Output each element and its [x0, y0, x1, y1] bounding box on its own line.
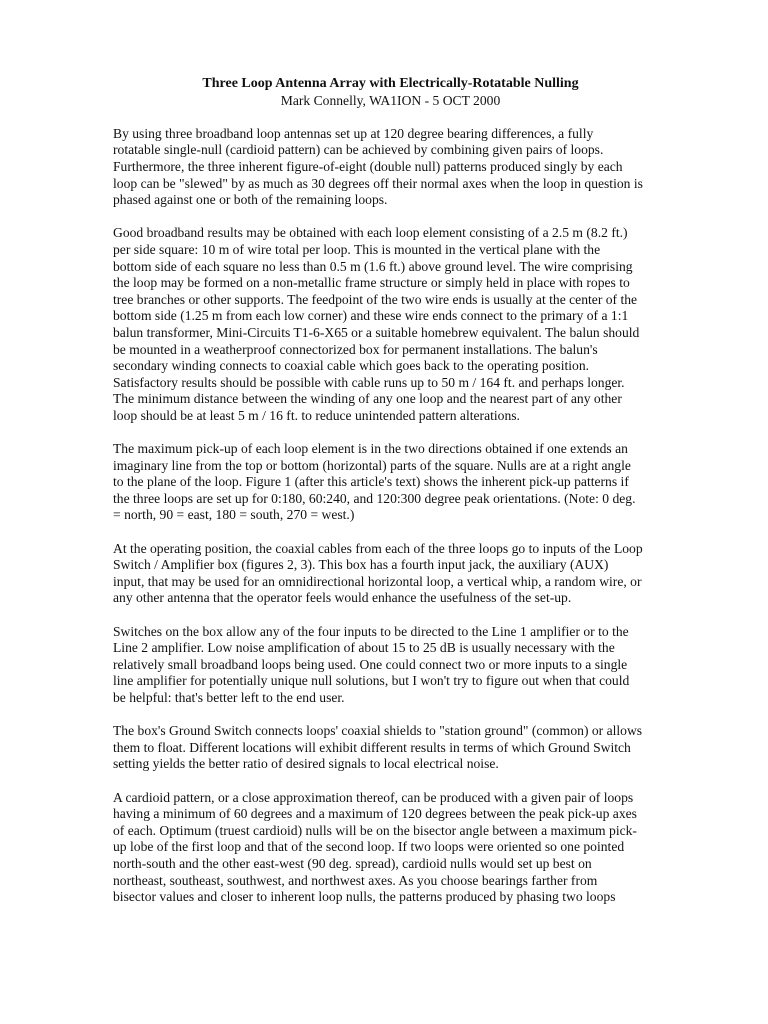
- paragraph-pickup-pattern: The maximum pick-up of each loop element is in the two directions obtained if one extends an imaginary line from the top or bottom (horizontal) parts of the square. Nulls are at a right angle to the plane of the loop. Figure 1 (after this article's text) shows the inherent pick-up patterns if the three loops are set up for 0:180, 60:240, and 120:300 degree peak orientations. (Note: 0 deg. = north, 90 = east, 180 = south, 270 = west.): [113, 441, 636, 523]
- paragraph-ground-switch: The box's Ground Switch connects loops' coaxial shields to "station ground" (common) or allows them to float. Different locations will exhibit different results in terms of which Ground Switch setting yields the better ratio of desired signals to local electrical noise.: [113, 723, 643, 772]
- paragraph-switches: Switches on the box allow any of the four inputs to be directed to the Line 1 amplifier or to the Line 2 amplifier. Low noise amplification of about 15 to 25 dB is usually necessary with the relatively small broadband loops being used. One could connect two or more inputs to a single line amplifier for potentially unique null solutions, but I won't try to figure out when that could be helpful: that's better left to the end user.: [113, 623, 630, 705]
- paragraph-intro: By using three broadband loop antennas set up at 120 degree bearing differences, a fully rotatable single-null (cardioid pattern) can be achieved by combining given pairs of loops. Furthermore, the three inherent figure-of-eight (double null) patterns produced singly by each loop can be "slewed" by as much as 30 degrees off their normal axes when the loop in question is phased against one or both of the remaining loops.: [113, 125, 643, 208]
- paragraph-loop-construction: Good broadband results may be obtained with each loop element consisting of a 2.5 m (8.2 ft.) per side square: 10 m of wire total per loop. This is mounted in the vertical plane with the bottom side of each square no less than 0.5 m (1.6 ft.) above ground level. The wire comprising the loop may be formed on a non-metallic frame structure or simply held in place with ropes to tree branches or other supports. The feedpoint of the two wire ends is usually at the center of the bottom side (1.25 m from each low corner) and these wire ends connect to the primary of a 1:1 balun transformer, Mini-Circuits T1-6-X65 or a suitable homebrew equivalent. The balun should be mounted in a weatherproof connectorized box for permanent installations. The balun's secondary winding connects to coaxial cable which goes back to the operating position. Satisfactory results should be possible with cable runs up to 50 m / 164 ft. and perhaps longer. The minimum distance between the winding of any one loop and the nearest part of any other loop should be at least 5 m / 16 ft. to reduce unintended pattern alterations.: [113, 225, 640, 423]
- paragraph-operating-position: At the operating position, the coaxial cables from each of the three loops go to inputs of the Loop Switch / Amplifier box (figures 2, 3). This box has a fourth input jack, the auxiliary (AUX) input, that may be used for an omnidirectional horizontal loop, a vertical whip, a random wire, or any other antenna that the operator feels would enhance the usefulness of the set-up.: [113, 540, 643, 606]
- document-byline: Mark Connelly, WA1ION - 5 OCT 2000: [280, 92, 501, 108]
- document-title: Three Loop Antenna Array with Electrically-Rotatable Nulling: [202, 76, 579, 91]
- paragraph-cardioid: A cardioid pattern, or a close approximation thereof, can be produced with a given pair of loops having a minimum of 60 degrees and a maximum of 120 degrees between the peak pick-up axes of each. Optimum (truest cardioid) nulls will be on the bisector angle between a maximum pick- up lobe of the first loop and that of the second loop. If two loops were oriented so one pointed north-south and the other east-west (90 deg. spread), cardioid nulls would set up best on northeast, southeast, southwest, and northwest axes. As you choose bearings farther from bisector values and closer to inherent loop nulls, the patterns produced by phasing two loops: [113, 789, 637, 905]
